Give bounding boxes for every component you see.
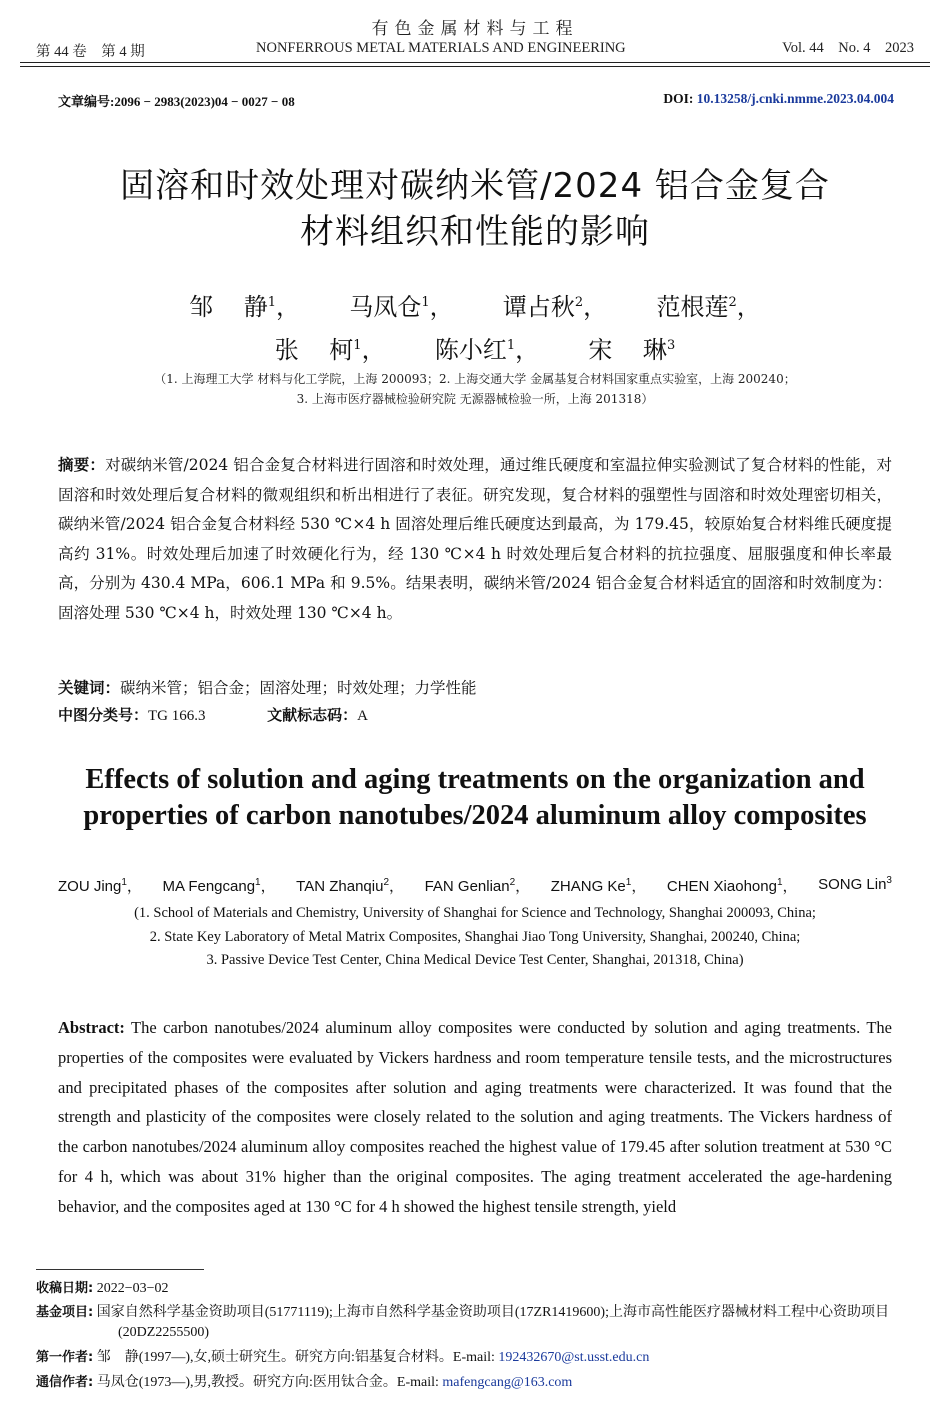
header-rule-thin [20, 66, 930, 67]
doi-link[interactable]: 10.13258/j.cnki.nmme.2023.04.004 [696, 91, 894, 106]
first-author-value: 邹 静(1997—),女,硕士研究生。研究方向:铝基复合材料。E-mail: [93, 1350, 499, 1365]
first-author-label: 第一作者: [36, 1350, 94, 1365]
affiliation-en-line2: 2. State Key Laboratory of Metal Matrix Composites, Shanghai Jiao Tong University, Shanghai, 200240, China; [149, 928, 801, 945]
authors-en [58, 875, 892, 897]
author-en: SONG Lin$^3$ [818, 875, 892, 893]
author-cn: 马凤仓$^1$， [349, 293, 454, 321]
corr-author-email-link[interactable]: mafengcang@163.com [442, 1375, 573, 1390]
journal-title-cn: 有色金属材料与工程 [371, 19, 579, 39]
issue-cn: 第 44 卷 第 4 期 [36, 44, 145, 60]
author-en: MA Fengcang$^1$， [162, 877, 276, 895]
affiliations-cn [30, 369, 920, 409]
affiliation-en-line1: (1. School of Materials and Chemistry, University of Shanghai for Science and Technology, Shanghai 200093, China; [134, 905, 816, 921]
title-cn-line1: 固溶和时效处理对碳纳米管/2024 铝合金复合 [120, 166, 830, 206]
doc-code-label: 文献标志码： [267, 706, 358, 724]
keywords-cn-label: 关键词： [58, 679, 121, 697]
author-en: CHEN Xiaohong$^1$， [666, 877, 798, 895]
doi-label: DOI: [663, 91, 697, 106]
author-cn: 谭占秋$^2$， [502, 293, 608, 321]
affiliation-en-line3: 3. Passive Device Test Center, China Medical Device Test Center, Shanghai, 201318, China) [206, 952, 744, 968]
author-cn: 张 柯$^1$， [274, 336, 386, 364]
first-author-email-link[interactable]: 192432670@st.usst.edu.cn [498, 1350, 650, 1365]
affiliations-en [30, 902, 920, 973]
received-label: 收稿日期: [36, 1281, 94, 1296]
header-rule-thick [20, 62, 930, 63]
abstract-cn [58, 451, 892, 629]
journal-title-en: NONFERROUS METAL MATERIALS AND ENGINEERING [256, 40, 626, 56]
clc-value: TG 166.3 [148, 708, 206, 724]
author-cn: 邹 静$^1$， [189, 293, 301, 321]
author-cn: 陈小红$^1$， [434, 336, 540, 364]
classification-row [58, 704, 368, 725]
footnote-rule [36, 1269, 204, 1270]
abstract-cn-text: 对碳纳米管/2024 铝合金复合材料进行固溶和时效处理，通过维氏硬度和室温拉伸实验测试了复合材料的性能，对固溶和时效处理后复合材料的微观组织和析出相进行了表征。研究发现，复合材料的强塑性与固溶和时效处理密切相关，碳纳米管/2024 铝合金复合材料经 530 ℃×4 h 固溶处理后维氏硬度达到最高，为 179.45，较原始复合材料维氏硬度提高约 31%。时效处理后加速了时效硬化行为，经 130 ℃×4 h 时效处理后复合材料的抗拉强度、屈服强度和伸长率最高，分别为 430.4 MPa，606.1 MPa 和 9.5%。结果表明，碳纳米管/2024 铝合金复合材料适宜的固溶和时效制度为：固溶处理 530 ℃×4 h，时效处理 130 ℃×4 h。 [58, 456, 892, 622]
article-number: 文章编号:2096 − 2983(2023)04 − 0027 − 08 [58, 94, 295, 109]
author-cn: 宋 琳$^3$ [588, 336, 676, 364]
author-en: TAN Zhanqiu$^2$， [296, 877, 405, 895]
keywords-cn [58, 676, 477, 698]
fund-value: 国家自然科学基金资助项目(51771119);上海市自然科学基金资助项目(17ZR1419600);上海市高性能医疗器械材料工程中心资助项目(20DZ2255500) [93, 1305, 889, 1340]
running-header [36, 40, 914, 60]
title-cn [40, 163, 910, 255]
abstract-en-text: The carbon nanotubes/2024 aluminum alloy composites were conducted by solution and aging treatments. The properties of the composites were evaluated by Vickers hardness and room temperature tensile tests, and the microstructures and precipitated phases of the composites after solution and aging treatments were characterized. It was found that the strength and plasticity of the composites were closely related to the solution and aging treatments. The Vickers hardness of the carbon nanotubes/2024 aluminum alloy composites reached the highest value of 179.45 after solution treatment at 530 °C for 4 h, which was about 31% higher than the original composites. The aging treatment accelerated the age-hardening behavior, and the composites aged at 130 °C for 4 h showed the highest tensile strength, yield [58, 1018, 892, 1216]
footnote-first-author [36, 1348, 930, 1368]
authors-cn-row2 [40, 330, 910, 365]
author-en: FAN Genlian$^2$， [424, 877, 531, 895]
footnote-funding [36, 1303, 930, 1343]
received-value: 2022−03−02 [93, 1281, 169, 1296]
issue-en: Vol. 44 No. 4 2023 [782, 40, 914, 56]
author-en: ZHANG Ke$^1$， [550, 877, 647, 895]
title-en [30, 762, 920, 834]
abstract-en [58, 1013, 892, 1222]
footnote-received [36, 1279, 930, 1299]
doc-code-value: A [357, 708, 368, 724]
author-en: ZOU Jing$^1$， [58, 877, 142, 895]
affiliation-cn-line2: 3. 上海市医疗器械检验研究院 无源器械检验一所，上海 201318） [296, 392, 654, 406]
title-cn-line2: 材料组织和性能的影响 [300, 212, 650, 252]
abstract-en-label: Abstract: [58, 1018, 125, 1037]
author-cn: 范根莲$^2$， [656, 293, 761, 321]
abstract-cn-label: 摘要： [58, 456, 106, 474]
affiliation-cn-line1: （1. 上海理工大学 材料与化工学院，上海 200093；2. 上海交通大学 金属基复合材料国家重点实验室，上海 200240； [154, 372, 796, 386]
corr-author-value: 马凤仓(1973—),男,教授。研究方向:医用钛合金。E-mail: [93, 1375, 443, 1390]
doi [663, 91, 894, 107]
fund-label: 基金项目: [36, 1305, 94, 1320]
authors-cn-row1 [40, 287, 910, 322]
title-en-line2: properties of carbon nanotubes/2024 aluminum alloy composites [83, 800, 867, 831]
footnote-corresponding-author [36, 1373, 930, 1393]
keywords-cn-text: 碳纳米管；铝合金；固溶处理；时效处理；力学性能 [120, 679, 477, 697]
title-en-line1: Effects of solution and aging treatments on the organization and [85, 764, 865, 795]
clc-label: 中图分类号： [58, 706, 149, 724]
corr-author-label: 通信作者: [36, 1375, 94, 1390]
